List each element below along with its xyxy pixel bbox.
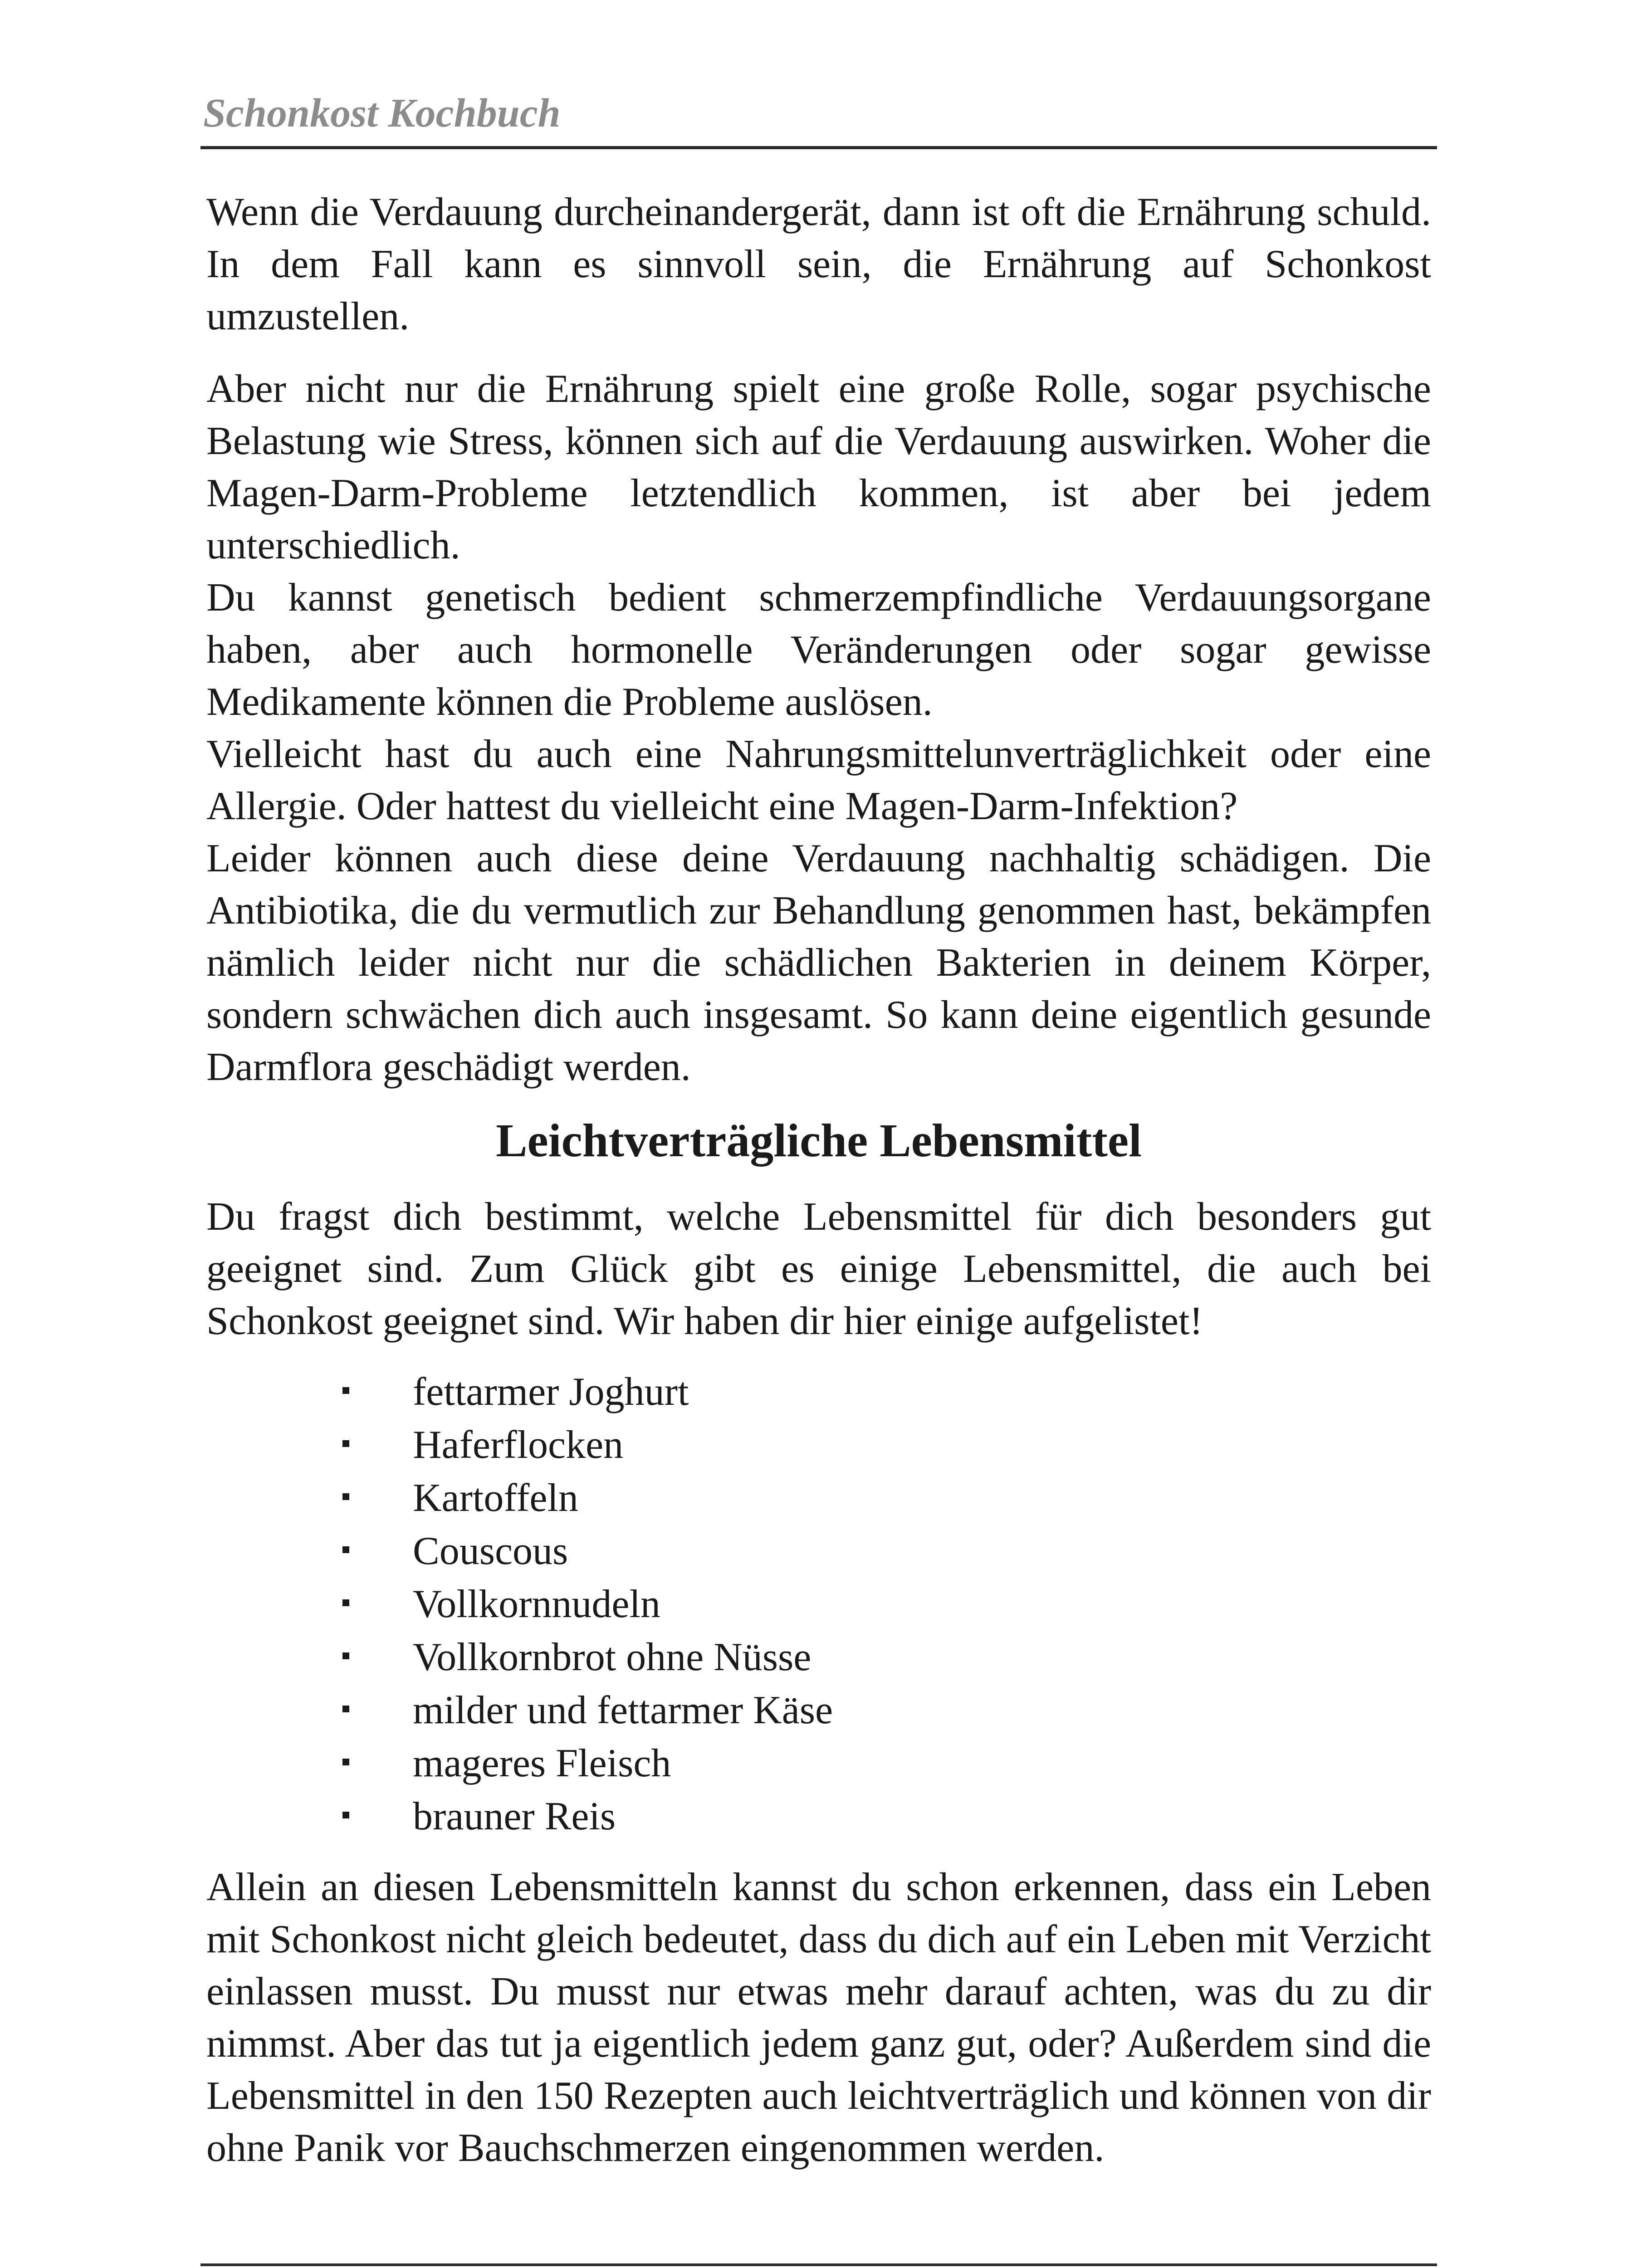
section-closing: Allein an diesen Lebensmitteln kannst du schon erkennen, dass ein Leben mit Schonkost nicht gleich bedeutet, dass du dich auf ein Leben mit Verzicht einlassen musst. Du musst nur etwas mehr darauf achten, was du zu dir nimmst. Aber das tut ja eigentlich jedem ganz gut, oder? Außerdem sind die Lebensmittel in den 150 Rezepten auch leichtverträglich und können von dir ohne Panik vor Bauchschmerzen eingenommen werden. (206, 1865, 1431, 2170)
list-item: milder und fettarmer Käse (342, 1684, 1431, 1737)
bullet-icon (342, 1759, 349, 1765)
paragraph-causes: Aber nicht nur die Ernährung spielt eine große Rolle, sogar psychische Belastung wie Stress, können sich auf die Verdauung auswirken. Woher die Magen-Darm-Probleme letztendlich kommen, ist aber bei jedem unterschiedlich. (206, 367, 1431, 567)
list-item: Vollkornbrot ohne Nüsse (342, 1631, 1431, 1684)
list-item: Couscous (342, 1525, 1431, 1578)
list-item: brauner Reis (342, 1790, 1431, 1843)
paragraph-allergy: Vielleicht hast du auch eine Nahrungsmittelunverträglichkeit oder eine Allergie. Oder hattest du vielleicht eine Magen-Darm-Infektion? (206, 732, 1431, 828)
food-list (206, 1365, 1431, 1843)
paragraph-intro: Wenn die Verdauung durcheinandergerät, dann ist oft die Ernährung schuld. In dem Fall kann es sinnvoll sein, die Ernährung auf Schonkost umzustellen. (206, 190, 1431, 338)
list-item: Vollkornnudeln (342, 1578, 1431, 1631)
body-text (206, 186, 1431, 2174)
bullet-icon (342, 1493, 349, 1500)
bullet-icon (342, 1599, 349, 1606)
list-item: Kartoffeln (342, 1471, 1431, 1525)
header-divider (200, 146, 1437, 149)
footer-divider (200, 2263, 1437, 2266)
bullet-icon (342, 1546, 349, 1553)
running-header: Schonkost Kochbuch (203, 91, 561, 136)
bullet-icon (342, 1387, 349, 1394)
bullet-icon (342, 1440, 349, 1447)
paragraph-genetics: Du kannst genetisch bedient schmerzempfindliche Verdauungsorgane haben, aber auch hormonelle Veränderungen oder sogar gewisse Medikamente können die Probleme auslösen. (206, 576, 1431, 724)
bullet-icon (342, 1706, 349, 1712)
section-intro: Du fragst dich bestimmt, welche Lebensmittel für dich besonders gut geeignet sind. Zum Glück gibt es einige Lebensmittel, die auch bei Schonkost geeignet sind. Wir haben dir hier einige aufgelistet! (206, 1195, 1431, 1343)
list-item: fettarmer Joghurt (342, 1365, 1431, 1418)
section-heading: Leichtverträgliche Lebensmittel (496, 1114, 1142, 1167)
bullet-icon (342, 1812, 349, 1818)
bullet-icon (342, 1652, 349, 1659)
list-item: Haferflocken (342, 1418, 1431, 1471)
paragraph-antibiotics: Leider können auch diese deine Verdauung nachhaltig schädigen. Die Antibiotika, die du vermutlich zur Behandlung genommen hast, bekämpfen nämlich leider nicht nur die schädlichen Bakterien in deinem Körper, sondern schwächen dich auch insgesamt. So kann deine eigentlich gesunde Darmflora geschädigt werden. (206, 836, 1431, 1089)
list-item: mageres Fleisch (342, 1737, 1431, 1790)
